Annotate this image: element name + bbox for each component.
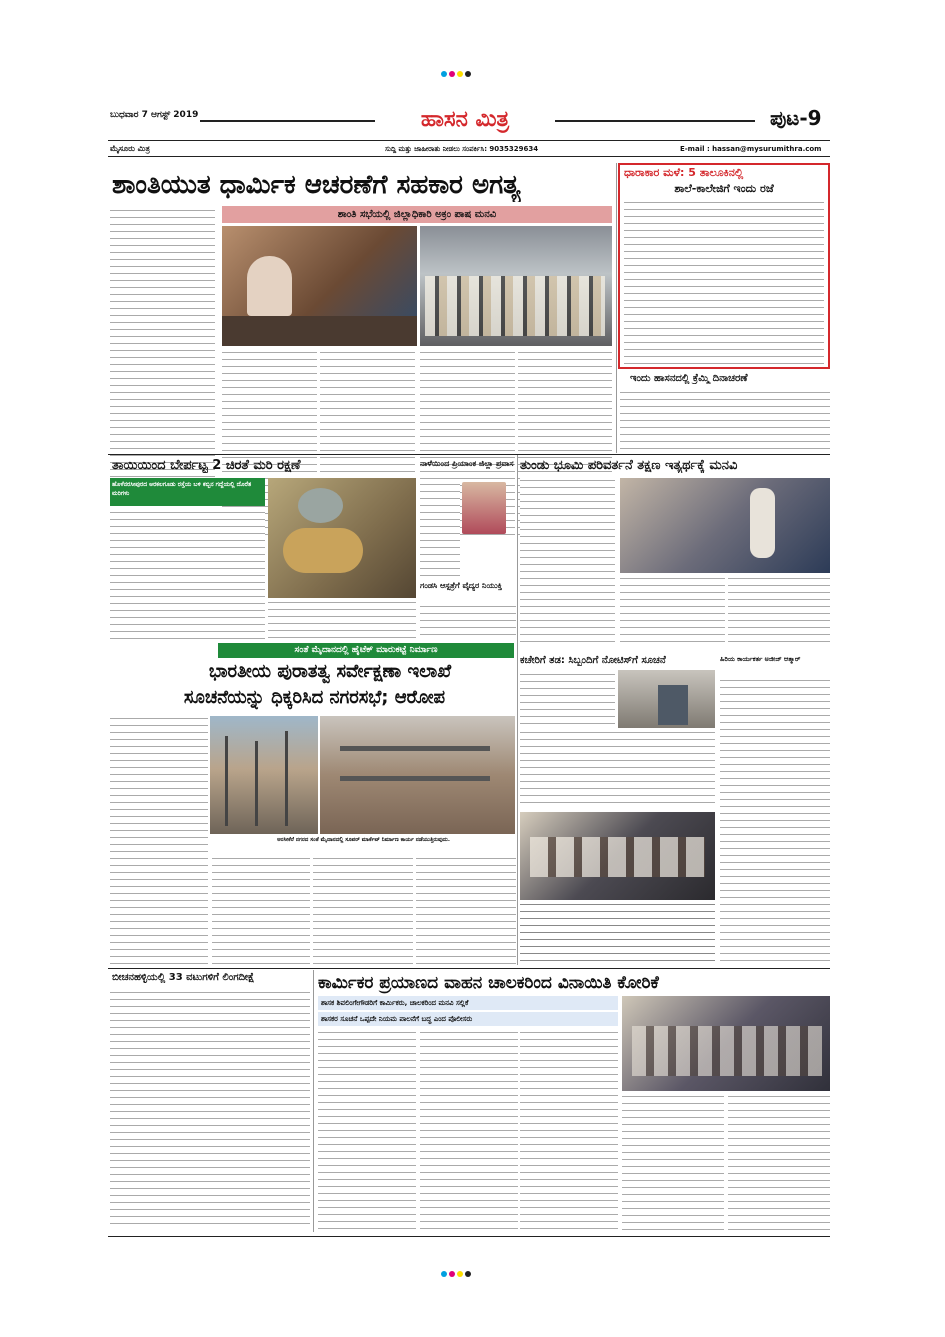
section-rule-2 bbox=[108, 968, 830, 969]
land-headline: ತುಂಡು ಭೂಮಿ ಪರಿವರ್ತನೆ ತಕ್ಷಣ ಇತ್ಯರ್ಥಕ್ಕೆ ಮನವಿ bbox=[520, 458, 738, 473]
bottom-bullet-1: ಶಾಸಕ ಶಿವಲಿಂಗೇಗೌಡರಿಗೆ ಕಾರ್ಮಿಕರು, ಚಾಲಕರಿಂದ ಮನವಿ ಸಲ್ಲಿಕೆ bbox=[318, 996, 618, 1010]
santhe-headline-2: ಸೂಚನೆಯನ್ನು ಧಿಕ್ಕರಿಸಿದ ನಗರಸಭೆ; ಆರೋಪ bbox=[183, 687, 446, 708]
land-text-col-2 bbox=[620, 576, 725, 646]
bottom-photo bbox=[622, 996, 830, 1091]
contact-line: ಸುದ್ದಿ ಮತ್ತು ಜಾಹೀರಾತು ನೀಡಲು ಸಂಪರ್ಕಿಸಿ: 9035329634 bbox=[385, 145, 539, 153]
lingadahalli-headline: ಬೀಚನಹಳ್ಳಿಯಲ್ಲಿ 33 ವಟುಗಳಿಗೆ ಲಿಂಗದೀಕ್ಷೆ bbox=[112, 972, 255, 983]
office-headline: ಕಚೇರಿಗೆ ತಡ: ಸಿಬ್ಬಂದಿಗೆ ನೋಟಿಸ್‌ಗೆ ಸೂಚನೆ bbox=[520, 655, 666, 666]
office-photo-2 bbox=[520, 812, 715, 900]
registration-marks-bottom bbox=[440, 1262, 472, 1281]
leopard-text-col-1 bbox=[110, 510, 265, 640]
bottom-rule bbox=[108, 1236, 830, 1237]
santhe-headline-1: ಭಾರತೀಯ ಪುರಾತತ್ವ ಸರ್ವೇಕ್ಷಣಾ ಇಲಾಖೆ bbox=[208, 661, 452, 682]
land-text-col-3 bbox=[728, 576, 830, 646]
hospital-headline: ಗಂಡಸಿ ಆಸ್ಪತ್ರೆಗೆ ವೈದ್ಯರ ನಿಯುಕ್ತಿ bbox=[420, 581, 503, 590]
land-text-col-1 bbox=[520, 478, 615, 646]
priyanka-headline: ನಾಳೆಯಿಂದ ಪ್ರಿಯಾಂಕ ಜಿಲ್ಲಾ ಪ್ರವಾಸ bbox=[420, 459, 514, 468]
santhe-text-col-1 bbox=[110, 716, 208, 966]
office-text-col-2 bbox=[520, 730, 715, 808]
office-text-col-1 bbox=[520, 672, 615, 727]
header-bar-bottom bbox=[108, 156, 830, 157]
santhe-banner: ಸಂತೆ ಮೈದಾನದಲ್ಲಿ ಹೈಟೆಕ್ ಮಾರುಕಟ್ಟೆ ನಿರ್ಮಾಣ bbox=[218, 643, 514, 658]
worker-headline: ಹಿರಿಯ ಕಾರ್ಯಕರ್ತ ಅಜೀಜ್ ಆತ್ಮಾರ್ bbox=[720, 655, 801, 663]
lead-headline: ಶಾಂತಿಯುತ ಧಾರ್ಮಿಕ ಆಚರಣೆಗೆ ಸಹಕಾರ ಅಗತ್ಯ bbox=[112, 170, 521, 200]
leopard-text-col-2 bbox=[268, 600, 416, 640]
hospital-text bbox=[420, 604, 516, 640]
lead-subhead: ಶಾಂತಿ ಸಭೆಯಲ್ಲಿ ಜಿಲ್ಲಾಧಿಕಾರಿ ಅಕ್ರಂ ಪಾಷ ಮನವಿ bbox=[222, 206, 612, 223]
santhe-photo-right bbox=[320, 716, 515, 834]
priyanka-photo bbox=[462, 482, 506, 534]
camp-headline: ಇಂದು ಹಾಸನದಲ್ಲಿ ಕ್ರೆಮ್ಮಿ ದಿನಾಚರಣೆ bbox=[630, 373, 748, 384]
bottom-bullet-2: ಶಾಸಕರ ಸೂಚನೆ ಒಪ್ಪದೇ ನಿಯಮ ಪಾಲನೆಗೆ ಬದ್ಧ ಎಂದ ಪೊಲೀಸರು bbox=[318, 1012, 618, 1026]
office-photo bbox=[618, 670, 715, 728]
lingadahalli-text bbox=[110, 990, 310, 1230]
santhe-caption: ಅರಸೀಕೆರೆ ನಗರದ ಸಂತೆ ಮೈದಾನದಲ್ಲಿ ಸೂಪರ್ ಮಾರ್ಕೆಟ್ ನಿರ್ಮಾಣ ಕಾರ್ಯ ನಡೆಯುತ್ತಿರುವುದು. bbox=[277, 837, 450, 843]
worker-text bbox=[720, 678, 830, 966]
column-rule-b bbox=[517, 455, 518, 965]
column-rule-a bbox=[616, 163, 617, 453]
office-caption bbox=[520, 902, 715, 966]
lead-photo-dc bbox=[222, 226, 417, 346]
column-rule-c bbox=[313, 970, 314, 1232]
email-line: E-mail : hassan@mysurumithra.com bbox=[680, 145, 822, 153]
masthead: ಹಾಸನ ಮಿತ್ರ bbox=[420, 106, 510, 132]
header-rule-right bbox=[555, 120, 755, 122]
leopard-headline: ತಾಯಿಯಿಂದ ಬೇರ್ಪಟ್ಟ 2 ಚಿರತೆ ಮರಿ ರಕ್ಷಣೆ bbox=[112, 458, 301, 473]
rain-text bbox=[624, 200, 824, 365]
bottom-text-col-4 bbox=[622, 1094, 724, 1230]
leopard-photo bbox=[268, 478, 416, 598]
santhe-photo-left bbox=[210, 716, 318, 834]
santhe-text-col-2 bbox=[212, 856, 310, 966]
rain-subhead: ಶಾಲೆ-ಕಾಲೇಜಿಗೆ ಇಂದು ರಜೆ bbox=[674, 182, 774, 195]
registration-marks-top bbox=[440, 62, 472, 81]
header-bar-top bbox=[108, 140, 830, 141]
bottom-text-col-1 bbox=[318, 1030, 416, 1230]
page-number: ಪುಟ-9 bbox=[770, 106, 822, 130]
bottom-text-col-5 bbox=[728, 1094, 830, 1230]
rain-headline: ಧಾರಾಕಾರ ಮಳೆ: 5 ತಾಲೂಕಿನಲ್ಲಿ bbox=[624, 166, 744, 179]
lead-photo-audience bbox=[420, 226, 612, 346]
issue-date: ಬುಧವಾರ 7 ಆಗಸ್ಟ್ 2019 bbox=[110, 110, 199, 120]
priyanka-text bbox=[420, 482, 460, 577]
santhe-text-col-4 bbox=[416, 856, 516, 966]
bottom-text-col-3 bbox=[520, 1030, 618, 1230]
leopard-subhead: ಹೊಳೆನರಸೀಪುರದ ಅರಕಲಗೂಡು ರಸ್ತೆಯ ಬಳಿ ಕಬ್ಬಿನ ಗದ್ದೆಯಲ್ಲಿ ದೊರೆತ ಮರಿಗಳು bbox=[110, 478, 265, 506]
header-rule-left bbox=[200, 120, 375, 122]
santhe-text-col-3 bbox=[313, 856, 413, 966]
bottom-text-col-2 bbox=[420, 1030, 518, 1230]
bottom-headline: ಕಾರ್ಮಿಕರ ಪ್ರಯಾಣದ ವಾಹನ ಚಾಲಕರಿಂದ ವಿನಾಯಿತಿ ಕೋರಿಕೆ bbox=[318, 973, 659, 993]
brand-tag: ಮೈಸೂರು ಮಿತ್ರ bbox=[110, 144, 150, 153]
section-rule-1 bbox=[108, 454, 830, 455]
camp-text bbox=[620, 390, 830, 450]
land-photo bbox=[620, 478, 830, 573]
